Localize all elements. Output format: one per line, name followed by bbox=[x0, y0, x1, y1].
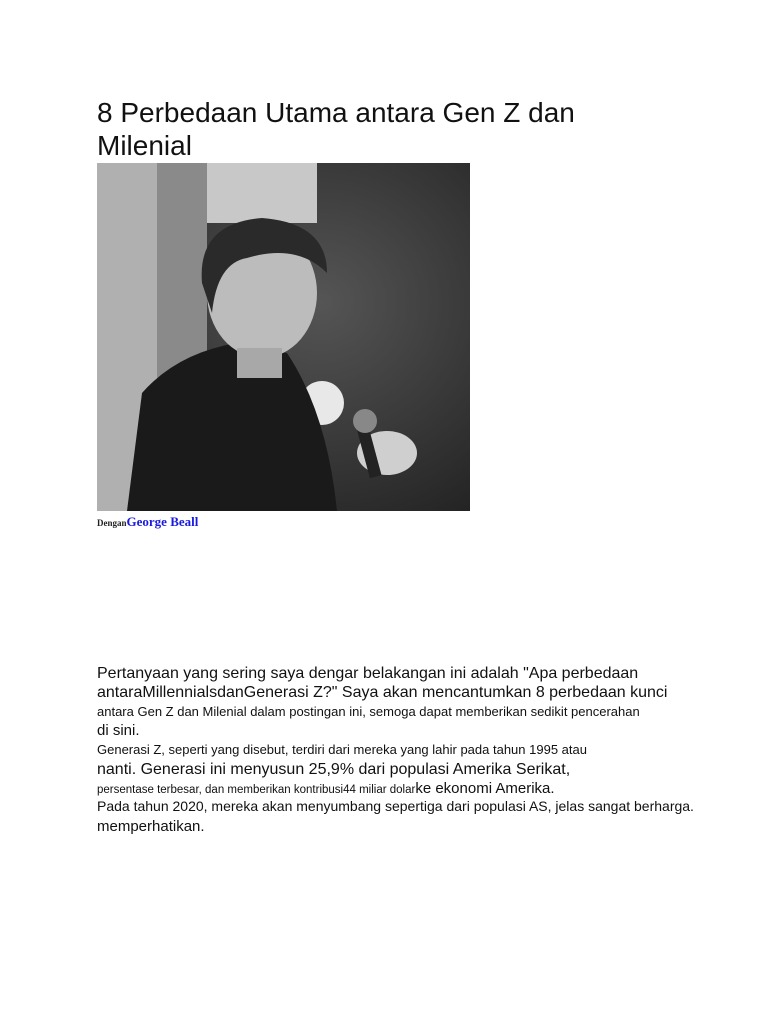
paragraph-line: Generasi Z, seperti yang disebut, terdiri dari mereka yang lahir pada tahun 1995 atau bbox=[97, 742, 587, 757]
paragraph-line: antaraMillennialsdanGenerasi Z?" Saya akan mencantumkan 8 perbedaan kunci bbox=[97, 684, 668, 701]
paragraph-line: memperhatikan. bbox=[97, 818, 205, 835]
author-link[interactable]: George Beall bbox=[126, 514, 199, 529]
byline-prefix: Dengan bbox=[97, 518, 127, 528]
byline bbox=[97, 513, 198, 531]
author-photo bbox=[97, 163, 470, 511]
paragraph-line: Pertanyaan yang sering saya dengar belakangan ini adalah "Apa perbedaan bbox=[97, 665, 639, 682]
paragraph-fragment: persentase terbesar, dan memberikan kontribusi44 miliar dolar bbox=[97, 784, 416, 796]
paragraph-line: Pada tahun 2020, mereka akan menyumbang sepertiga dari populasi AS, jelas sangat berharga. bbox=[97, 798, 694, 814]
paragraph-line: di sini. bbox=[97, 722, 140, 739]
paragraph-line: antara Gen Z dan Milenial dalam postingan ini, semoga dapat memberikan sedikit pencerahan bbox=[97, 704, 640, 719]
paragraph-line-mixed bbox=[97, 780, 555, 798]
paragraph-line: nanti. Generasi ini menyusun 25,9% dari populasi Amerika Serikat, bbox=[97, 761, 571, 778]
paragraph-fragment: ke ekonomi Amerika. bbox=[415, 780, 555, 797]
article-title: 8 Perbedaan Utama antara Gen Z dan Milenial bbox=[97, 97, 575, 161]
